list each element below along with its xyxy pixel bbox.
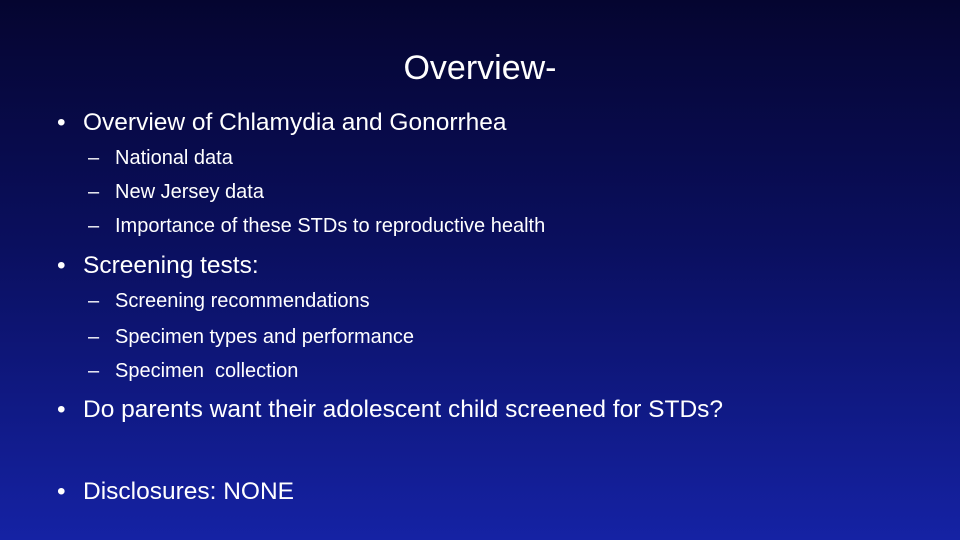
sub-item-text: New Jersey data xyxy=(115,181,264,203)
bullet-item xyxy=(57,108,507,138)
bullet-marker: • xyxy=(57,252,66,279)
bullet-item xyxy=(57,477,294,507)
dash-marker: – xyxy=(88,326,100,348)
slide-title: Overview- xyxy=(403,49,557,87)
dash-marker: – xyxy=(88,215,100,237)
sub-item xyxy=(88,289,370,313)
bullet-text: Do parents want their adolescent child screened for STDs? xyxy=(83,396,724,423)
bullet-text: Overview of Chlamydia and Gonorrhea xyxy=(83,109,507,136)
sub-item-text: National data xyxy=(115,147,233,169)
dash-marker: – xyxy=(88,181,100,203)
sub-item-text: Specimen types and performance xyxy=(115,326,415,348)
bullet-marker: • xyxy=(57,478,66,505)
bullet-text: Screening tests: xyxy=(83,252,259,279)
sub-item-text: Screening recommendations xyxy=(115,290,370,312)
sub-item xyxy=(88,146,233,170)
sub-item xyxy=(88,180,264,204)
bullet-item xyxy=(57,251,259,281)
sub-item-text: Importance of these STDs to reproductive health xyxy=(115,215,546,237)
dash-marker: – xyxy=(88,290,100,312)
bullet-text: Disclosures: NONE xyxy=(83,478,295,505)
dash-marker: – xyxy=(88,147,100,169)
bullet-marker: • xyxy=(57,396,66,423)
bullet-item xyxy=(57,395,723,425)
sub-item xyxy=(88,214,545,238)
dash-marker: – xyxy=(88,360,100,382)
bullet-marker: • xyxy=(57,109,66,136)
sub-item xyxy=(88,359,298,383)
sub-item-text: Specimen collection xyxy=(115,360,299,382)
sub-item xyxy=(88,325,414,349)
